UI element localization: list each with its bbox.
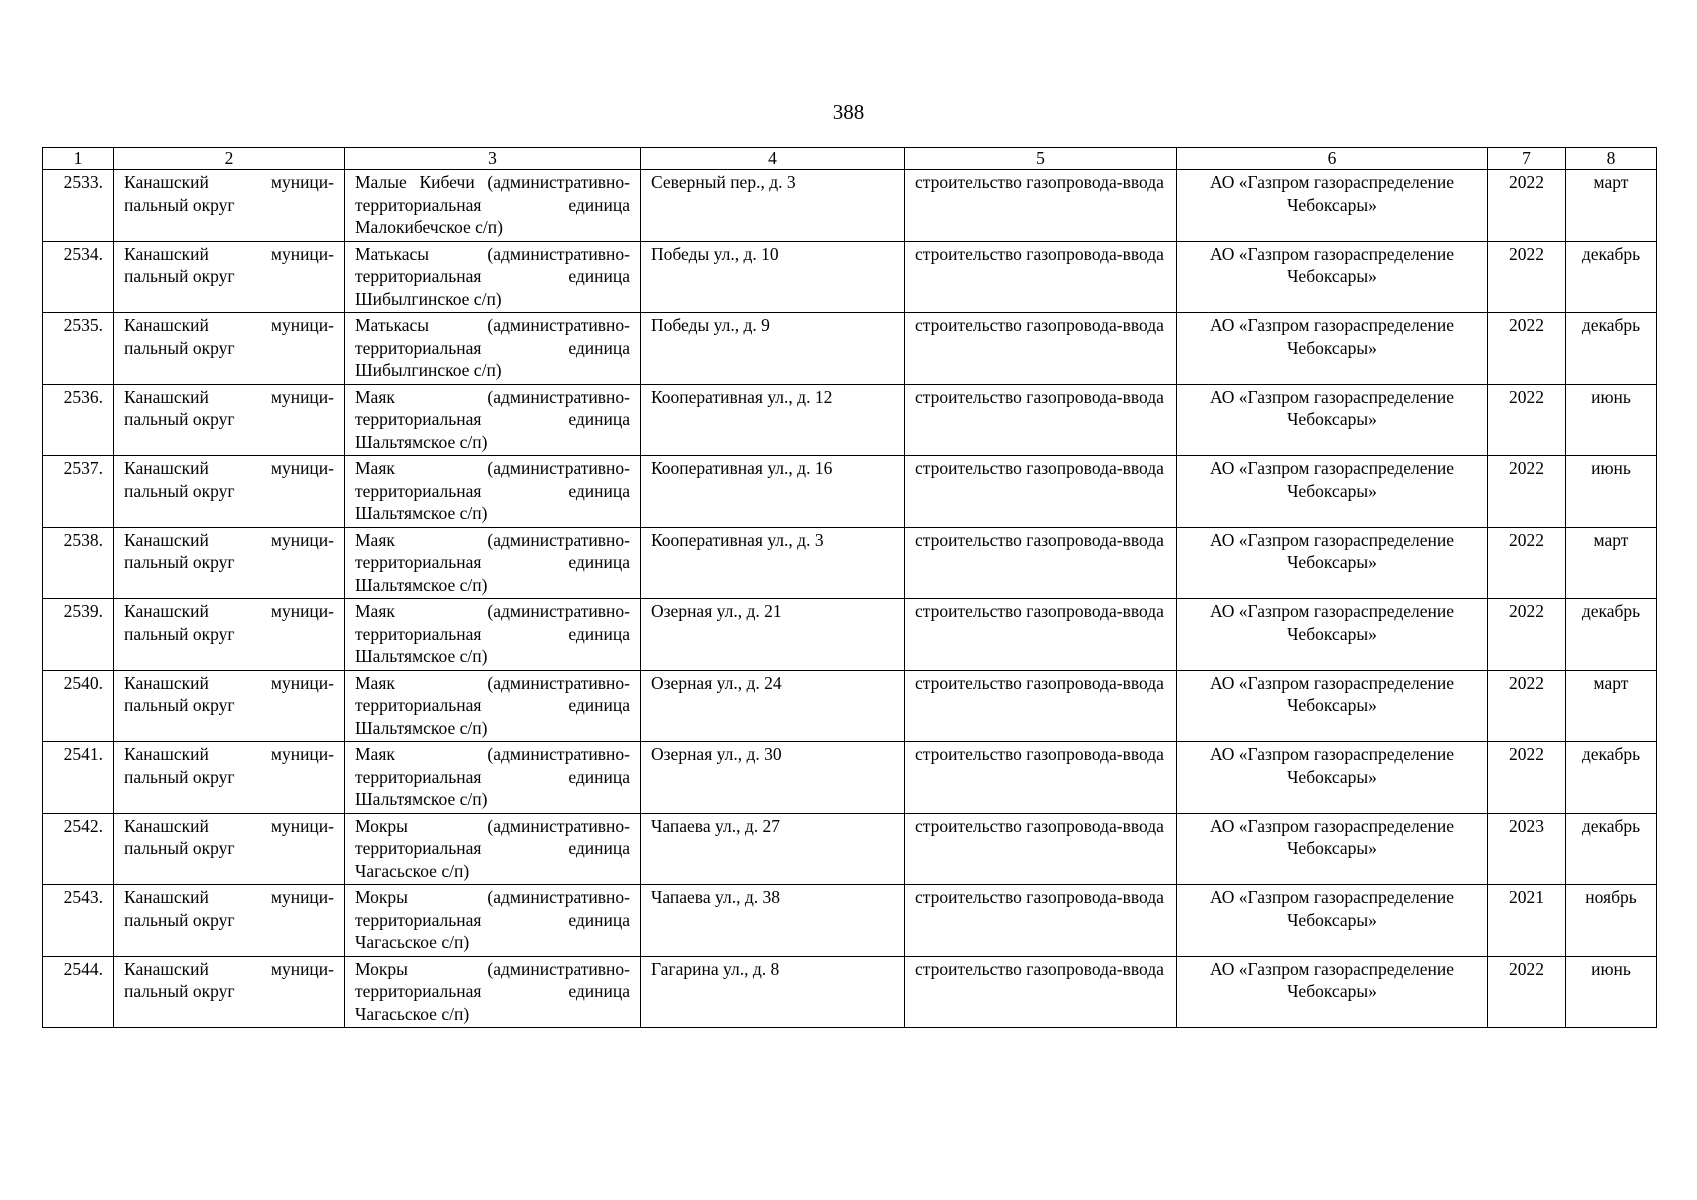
row-number: 2535. (43, 313, 114, 385)
year-cell: 2022 (1488, 384, 1566, 456)
table-row (43, 956, 1657, 1028)
table-row (43, 599, 1657, 671)
work-type-cell: строительство газопровода-ввода (905, 527, 1177, 599)
address-cell: Победы ул., д. 10 (641, 241, 905, 313)
address-cell: Озерная ул., д. 30 (641, 742, 905, 814)
work-type-cell: строительство газопровода-ввода (905, 742, 1177, 814)
district-cell: Канашский муници-пальный округ (114, 456, 345, 528)
month-cell: декабрь (1566, 241, 1657, 313)
address-cell: Северный пер., д. 3 (641, 170, 905, 242)
table-row (43, 384, 1657, 456)
year-cell: 2023 (1488, 813, 1566, 885)
district-cell: Канашский муници-пальный округ (114, 742, 345, 814)
district-cell: Канашский муници-пальный округ (114, 313, 345, 385)
row-number: 2534. (43, 241, 114, 313)
work-type-cell: строительство газопровода-ввода (905, 956, 1177, 1028)
month-cell: декабрь (1566, 742, 1657, 814)
organization-cell: АО «Газпром газораспределение Чебоксары» (1177, 813, 1488, 885)
row-number: 2540. (43, 670, 114, 742)
year-cell: 2022 (1488, 670, 1566, 742)
organization-cell: АО «Газпром газораспределение Чебоксары» (1177, 742, 1488, 814)
month-cell: декабрь (1566, 313, 1657, 385)
table-row (43, 742, 1657, 814)
year-cell: 2022 (1488, 313, 1566, 385)
year-cell: 2022 (1488, 742, 1566, 814)
organization-cell: АО «Газпром газораспределение Чебоксары» (1177, 384, 1488, 456)
locality-cell: Мокры (административно-территориальная единица Чагасьское с/п) (345, 885, 641, 957)
locality-cell: Мокры (административно-территориальная единица Чагасьское с/п) (345, 813, 641, 885)
organization-cell: АО «Газпром газораспределение Чебоксары» (1177, 456, 1488, 528)
table-row (43, 241, 1657, 313)
work-type-cell: строительство газопровода-ввода (905, 313, 1177, 385)
address-cell: Кооперативная ул., д. 12 (641, 384, 905, 456)
table-row (43, 670, 1657, 742)
year-cell: 2021 (1488, 885, 1566, 957)
column-header: 6 (1177, 148, 1488, 170)
district-cell: Канашский муници-пальный округ (114, 384, 345, 456)
work-type-cell: строительство газопровода-ввода (905, 384, 1177, 456)
column-header: 8 (1566, 148, 1657, 170)
table-row (43, 527, 1657, 599)
year-cell: 2022 (1488, 527, 1566, 599)
district-cell: Канашский муници-пальный округ (114, 527, 345, 599)
locality-cell: Маяк (административно-территориальная единица Шальтямское с/п) (345, 670, 641, 742)
locality-cell: Маяк (административно-территориальная единица Шальтямское с/п) (345, 456, 641, 528)
organization-cell: АО «Газпром газораспределение Чебоксары» (1177, 170, 1488, 242)
work-type-cell: строительство газопровода-ввода (905, 456, 1177, 528)
row-number: 2533. (43, 170, 114, 242)
month-cell: июнь (1566, 384, 1657, 456)
row-number: 2536. (43, 384, 114, 456)
month-cell: март (1566, 170, 1657, 242)
address-cell: Озерная ул., д. 24 (641, 670, 905, 742)
row-number: 2543. (43, 885, 114, 957)
work-type-cell: строительство газопровода-ввода (905, 599, 1177, 671)
organization-cell: АО «Газпром газораспределение Чебоксары» (1177, 885, 1488, 957)
locality-cell: Маяк (административно-территориальная единица Шальтямское с/п) (345, 384, 641, 456)
organization-cell: АО «Газпром газораспределение Чебоксары» (1177, 313, 1488, 385)
address-cell: Кооперативная ул., д. 16 (641, 456, 905, 528)
column-header: 7 (1488, 148, 1566, 170)
district-cell: Канашский муници-пальный округ (114, 885, 345, 957)
district-cell: Канашский муници-пальный округ (114, 599, 345, 671)
page-number: 388 (832, 100, 865, 124)
row-number: 2539. (43, 599, 114, 671)
year-cell: 2022 (1488, 456, 1566, 528)
organization-cell: АО «Газпром газораспределение Чебоксары» (1177, 670, 1488, 742)
month-cell: июнь (1566, 956, 1657, 1028)
row-number: 2537. (43, 456, 114, 528)
row-number: 2544. (43, 956, 114, 1028)
row-number: 2542. (43, 813, 114, 885)
column-header: 5 (905, 148, 1177, 170)
district-cell: Канашский муници-пальный округ (114, 956, 345, 1028)
work-type-cell: строительство газопровода-ввода (905, 813, 1177, 885)
work-type-cell: строительство газопровода-ввода (905, 885, 1177, 957)
data-table (42, 147, 1657, 1028)
column-header: 2 (114, 148, 345, 170)
address-cell: Победы ул., д. 9 (641, 313, 905, 385)
year-cell: 2022 (1488, 599, 1566, 671)
table-body (43, 170, 1657, 1028)
month-cell: ноябрь (1566, 885, 1657, 957)
locality-cell: Маяк (административно-территориальная единица Шальтямское с/п) (345, 742, 641, 814)
organization-cell: АО «Газпром газораспределение Чебоксары» (1177, 599, 1488, 671)
column-header: 3 (345, 148, 641, 170)
table-row (43, 813, 1657, 885)
work-type-cell: строительство газопровода-ввода (905, 170, 1177, 242)
year-cell: 2022 (1488, 956, 1566, 1028)
work-type-cell: строительство газопровода-ввода (905, 670, 1177, 742)
organization-cell: АО «Газпром газораспределение Чебоксары» (1177, 956, 1488, 1028)
row-number: 2541. (43, 742, 114, 814)
locality-cell: Матькасы (административно-территориальная единица Шибылгинское с/п) (345, 241, 641, 313)
month-cell: июнь (1566, 456, 1657, 528)
year-cell: 2022 (1488, 241, 1566, 313)
table-row (43, 313, 1657, 385)
row-number: 2538. (43, 527, 114, 599)
locality-cell: Маяк (административно-территориальная единица Шальтямское с/п) (345, 527, 641, 599)
month-cell: декабрь (1566, 599, 1657, 671)
table-row (43, 456, 1657, 528)
locality-cell: Мокры (административно-территориальная единица Чагасьское с/п) (345, 956, 641, 1028)
header-row (43, 148, 1657, 170)
month-cell: март (1566, 527, 1657, 599)
year-cell: 2022 (1488, 170, 1566, 242)
district-cell: Канашский муници-пальный округ (114, 170, 345, 242)
column-header: 4 (641, 148, 905, 170)
locality-cell: Матькасы (административно-территориальная единица Шибылгинское с/п) (345, 313, 641, 385)
address-cell: Озерная ул., д. 21 (641, 599, 905, 671)
district-cell: Канашский муници-пальный округ (114, 813, 345, 885)
work-type-cell: строительство газопровода-ввода (905, 241, 1177, 313)
address-cell: Гагарина ул., д. 8 (641, 956, 905, 1028)
address-cell: Кооперативная ул., д. 3 (641, 527, 905, 599)
month-cell: март (1566, 670, 1657, 742)
column-header: 1 (43, 148, 114, 170)
locality-cell: Маяк (административно-территориальная единица Шальтямское с/п) (345, 599, 641, 671)
address-cell: Чапаева ул., д. 27 (641, 813, 905, 885)
organization-cell: АО «Газпром газораспределение Чебоксары» (1177, 527, 1488, 599)
month-cell: декабрь (1566, 813, 1657, 885)
table-row (43, 885, 1657, 957)
district-cell: Канашский муници-пальный округ (114, 670, 345, 742)
organization-cell: АО «Газпром газораспределение Чебоксары» (1177, 241, 1488, 313)
address-cell: Чапаева ул., д. 38 (641, 885, 905, 957)
table-row (43, 170, 1657, 242)
district-cell: Канашский муници-пальный округ (114, 241, 345, 313)
locality-cell: Малые Кибечи (административно-территориальная единица Малокибечское с/п) (345, 170, 641, 242)
